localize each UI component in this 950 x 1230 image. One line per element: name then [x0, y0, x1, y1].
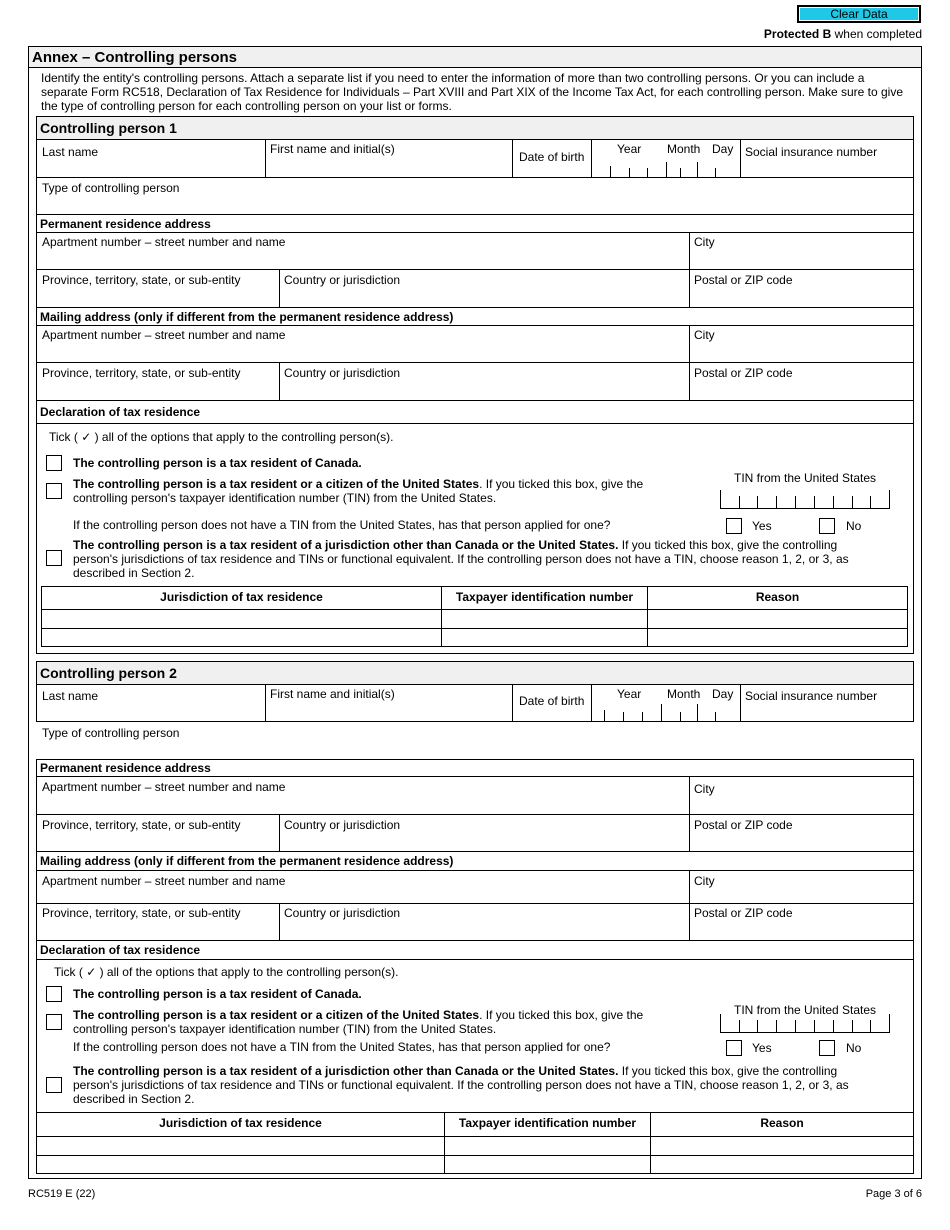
postal-input[interactable] — [690, 288, 913, 306]
p2-province-label: Province, territory, state, or sub-entity — [42, 818, 241, 832]
p2-applied-no-label: No — [846, 1041, 862, 1055]
p2-country-label: Country or jurisdiction — [284, 818, 401, 832]
p2-last-name-input[interactable] — [38, 703, 264, 720]
p2-other-resident-label-bold: The controlling person is a tax resident of a jurisdiction other than Canada or the United States. — [73, 1064, 619, 1078]
other-resident-label-bold: The controlling person is a tax resident of a jurisdiction other than Canada or the United States. — [73, 538, 619, 552]
p2-apt-input[interactable] — [38, 795, 688, 813]
annex-title: Annex – Controlling persons — [32, 49, 238, 66]
province-input[interactable] — [38, 288, 278, 306]
sin-input[interactable] — [742, 158, 913, 176]
p2-row2-jurisdiction-input[interactable] — [37, 1156, 444, 1173]
clear-data-button[interactable]: Clear Data — [797, 5, 921, 23]
p2-sin-input[interactable] — [742, 703, 913, 720]
p2-province-input[interactable] — [38, 832, 278, 850]
p2-row1-reason-input[interactable] — [651, 1137, 913, 1155]
p2-postal-input[interactable] — [690, 832, 913, 850]
p2-perm-address-heading: Permanent residence address — [40, 761, 211, 775]
other-resident-checkbox[interactable] — [46, 550, 62, 566]
us-resident-label-rest: . If you ticked this box, give the controlling person's taxpayer identification number (TIN) from the United States. — [73, 477, 644, 505]
mail-province-label: Province, territory, state, or sub-entity — [42, 366, 241, 380]
dob-label: Date of birth — [519, 150, 585, 164]
first-name-label: First name and initial(s) — [270, 142, 395, 156]
mail-postal-label: Postal or ZIP code — [694, 366, 793, 380]
p2-mail-apt-input[interactable] — [38, 886, 688, 903]
col-tin-header: Taxpayer identification number — [455, 590, 634, 604]
p2-row2-reason-input[interactable] — [651, 1156, 913, 1173]
mailing-heading: Mailing address (only if different from the permanent residence address) — [40, 310, 454, 324]
us-resident-label-bold: The controlling person is a tax resident or a citizen of the United States — [73, 477, 480, 491]
person1-title: Controlling person 1 — [37, 117, 913, 140]
p2-canada-resident-label: The controlling person is a tax resident of Canada. — [73, 987, 362, 1001]
mail-apt-input[interactable] — [38, 343, 688, 361]
us-resident-checkbox[interactable] — [46, 483, 62, 499]
p2-other-resident-label — [73, 1064, 885, 1106]
p2-tin-us-label: TIN from the United States — [734, 1003, 877, 1017]
applied-no-label: No — [846, 519, 862, 533]
mail-province-input[interactable] — [38, 381, 278, 399]
p2-applied-no-checkbox[interactable] — [819, 1040, 835, 1056]
p2-country-input[interactable] — [280, 832, 688, 850]
p2-type-input[interactable] — [38, 741, 913, 758]
p2-us-resident-checkbox[interactable] — [46, 1014, 62, 1030]
p2-dob-label: Date of birth — [519, 694, 585, 708]
p2-dob-month-label: Month — [667, 687, 701, 701]
protected-b-label: Protected B — [763, 27, 832, 41]
p2-mail-province-input[interactable] — [38, 921, 278, 939]
col-reason-header: Reason — [755, 590, 800, 604]
p2-dob-year-label: Year — [617, 687, 642, 701]
p2-mail-postal-label: Postal or ZIP code — [694, 906, 793, 920]
p2-apt-label: Apartment number – street number and name — [42, 780, 286, 794]
p2-city-label: City — [694, 782, 715, 796]
p2-applied-question: If the controlling person does not have a TIN from the United States, has that person applied for one? — [73, 1040, 611, 1054]
dob-input[interactable] — [610, 166, 730, 177]
p2-row1-tin-input[interactable] — [445, 1137, 650, 1155]
p2-canada-resident-checkbox[interactable] — [46, 986, 62, 1002]
p2-row1-jurisdiction-input[interactable] — [37, 1137, 444, 1155]
city-label: City — [694, 235, 715, 249]
declaration-heading: Declaration of tax residence — [40, 405, 201, 419]
mail-apt-label: Apartment number – street number and name — [42, 328, 286, 342]
dob-day-label: Day — [712, 142, 734, 156]
p2-mail-apt-label: Apartment number – street number and name — [42, 874, 286, 888]
perm-address-heading: Permanent residence address — [40, 217, 211, 231]
p2-us-resident-label-rest: . If you ticked this box, give the controlling person's taxpayer identification number (TIN) from the United States. — [73, 1008, 644, 1036]
first-name-input[interactable] — [266, 158, 511, 176]
p1-row2-reason-input[interactable] — [648, 629, 907, 646]
p2-postal-label: Postal or ZIP code — [694, 818, 793, 832]
page-number: Page 3 of 6 — [865, 1188, 922, 1200]
us-resident-label — [73, 477, 693, 505]
p2-declaration-heading: Declaration of tax residence — [40, 943, 201, 957]
annex-intro: Identify the entity's controlling persons. Attach a separate list if you need to enter the information of more than two controlling persons. Or you can include a separate Form RC518, Declaration of Tax Residence for Individuals – Part XVIII and Part XIX of the Income Tax Act, for each controlling person. Make sure to give the type of controlling person for each controlling person on your list or forms. — [41, 71, 903, 113]
canada-resident-checkbox[interactable] — [46, 455, 62, 471]
canada-resident-label: The controlling person is a tax resident of Canada. — [73, 456, 362, 470]
p2-mail-postal-input[interactable] — [690, 921, 913, 939]
p2-other-resident-checkbox[interactable] — [46, 1077, 62, 1093]
tin-us-input[interactable] — [720, 490, 890, 508]
p2-col-jurisdiction-header: Jurisdiction of tax residence — [159, 1116, 322, 1130]
p2-mail-city-label: City — [694, 874, 715, 888]
sin-label: Social insurance number — [745, 145, 878, 159]
last-name-input[interactable] — [38, 158, 264, 176]
dob-year-label: Year — [617, 142, 642, 156]
protected-b-suffix: when completed — [831, 27, 922, 41]
last-name-label: Last name — [42, 145, 99, 159]
applied-yes-checkbox[interactable] — [726, 518, 742, 534]
p2-mail-country-input[interactable] — [280, 921, 688, 939]
mail-postal-input[interactable] — [690, 381, 913, 399]
p1-row2-jurisdiction-input[interactable] — [42, 629, 441, 646]
p1-row2-tin-input[interactable] — [442, 629, 647, 646]
p2-col-reason-header: Reason — [760, 1116, 804, 1130]
dob-month-label: Month — [667, 142, 701, 156]
mail-country-input[interactable] — [280, 381, 688, 399]
other-resident-label — [73, 538, 885, 580]
p2-sin-label: Social insurance number — [745, 689, 878, 703]
p2-row2-tin-input[interactable] — [445, 1156, 650, 1173]
p2-mail-country-label: Country or jurisdiction — [284, 906, 401, 920]
p2-mail-city-input[interactable] — [690, 886, 913, 903]
applied-yes-label: Yes — [752, 519, 772, 533]
type-label: Type of controlling person — [42, 181, 180, 195]
type-input[interactable] — [38, 196, 913, 213]
col-jurisdiction-header: Jurisdiction of tax residence — [160, 590, 323, 604]
applied-question: If the controlling person does not have a TIN from the United States, has that person applied for one? — [73, 518, 611, 532]
mail-city-input[interactable] — [690, 343, 913, 361]
p2-city-input[interactable] — [690, 795, 913, 813]
p2-other-resident-label-rest: If you ticked this box, give the controlling person's jurisdictions of tax residence and TINs or functional equivalent. If the controlling person does not have a TIN, choose reason 1, 2, or 3, as described in Section 2. — [73, 1064, 849, 1106]
apt-label: Apartment number – street number and name — [42, 235, 286, 249]
p2-mail-province-label: Province, territory, state, or sub-entity — [42, 906, 241, 920]
p2-tick-instruction: Tick ( ✓ ) all of the options that apply to the controlling person(s). — [54, 965, 399, 979]
mail-country-label: Country or jurisdiction — [284, 366, 401, 380]
country-input[interactable] — [280, 288, 688, 306]
p2-us-resident-label-bold: The controlling person is a tax resident or a citizen of the United States — [73, 1008, 480, 1022]
p2-type-label: Type of controlling person — [42, 726, 180, 740]
country-label: Country or jurisdiction — [284, 273, 401, 287]
other-resident-label-rest: If you ticked this box, give the controlling person's jurisdictions of tax residence and TINs or functional equivalent. If the controlling person does not have a TIN, choose reason 1, 2, or 3, as described in Section 2. — [73, 538, 849, 580]
p2-dob-day-label: Day — [712, 687, 734, 701]
p2-applied-yes-checkbox[interactable] — [726, 1040, 742, 1056]
city-input[interactable] — [690, 250, 913, 268]
form-id: RC519 E (22) — [28, 1188, 96, 1200]
p2-us-resident-label — [73, 1008, 693, 1036]
apt-input[interactable] — [38, 250, 688, 268]
p2-first-name-label: First name and initial(s) — [270, 687, 395, 701]
person2-title: Controlling person 2 — [37, 662, 913, 684]
p1-row1-reason-input[interactable] — [648, 610, 907, 628]
p2-applied-yes-label: Yes — [752, 1041, 772, 1055]
p1-row1-tin-input[interactable] — [442, 610, 647, 628]
p2-last-name-label: Last name — [42, 689, 99, 703]
province-label: Province, territory, state, or sub-entity — [42, 273, 241, 287]
p2-mailing-heading: Mailing address (only if different from the permanent residence address) — [40, 854, 454, 868]
p2-first-name-input[interactable] — [266, 703, 511, 720]
p2-col-tin-header: Taxpayer identification number — [458, 1116, 637, 1130]
p1-row1-jurisdiction-input[interactable] — [42, 610, 441, 628]
tin-us-label: TIN from the United States — [734, 471, 877, 485]
mail-city-label: City — [694, 328, 715, 342]
protected-b-notice — [764, 27, 922, 41]
postal-label: Postal or ZIP code — [694, 273, 793, 287]
applied-no-checkbox[interactable] — [819, 518, 835, 534]
tick-instruction: Tick ( ✓ ) all of the options that apply to the controlling person(s). — [49, 430, 394, 444]
p2-tin-us-input[interactable] — [720, 1014, 890, 1032]
